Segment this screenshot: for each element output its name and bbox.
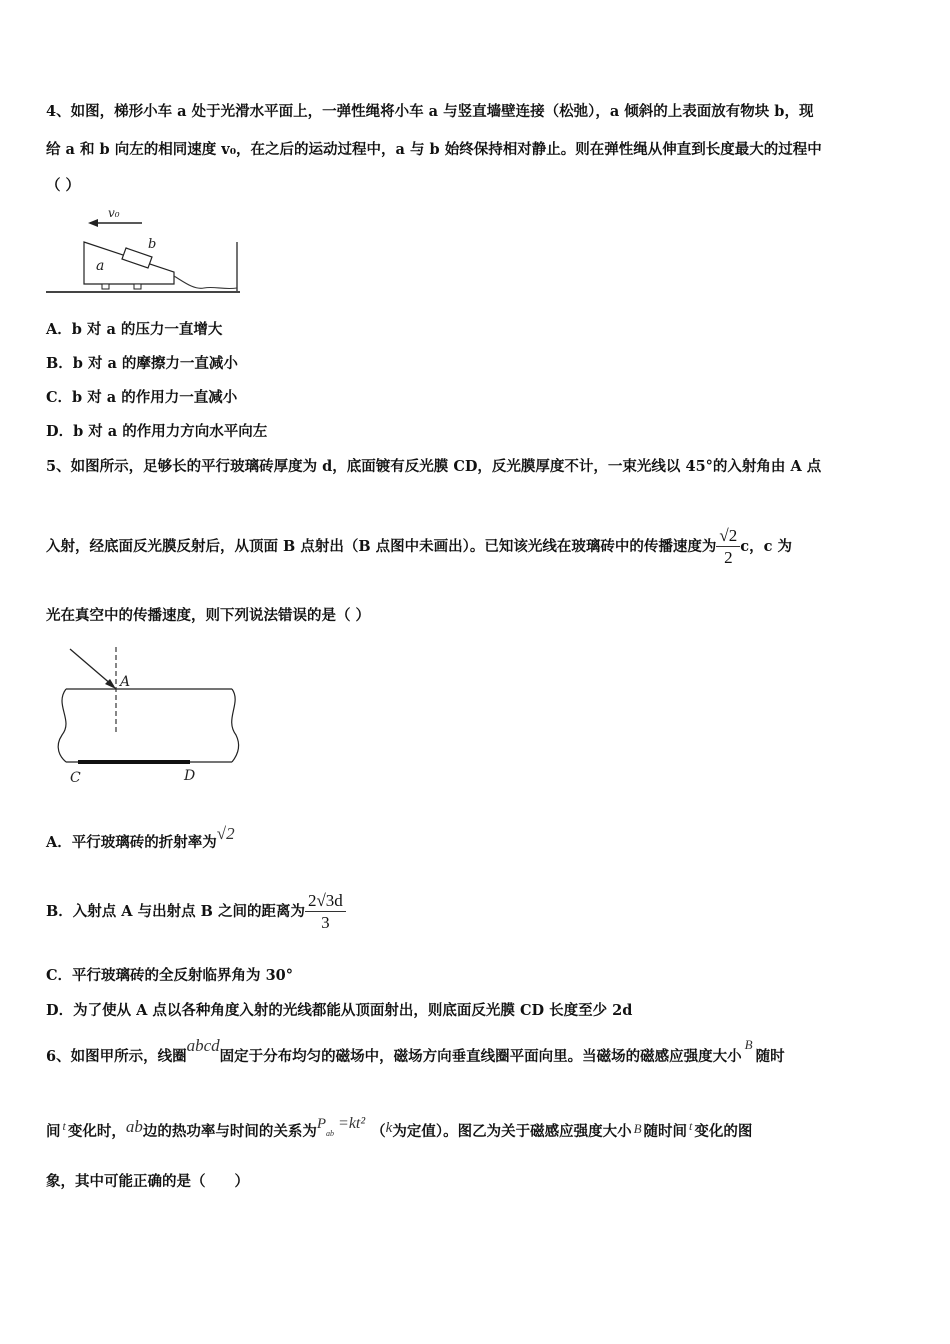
q6-line-2b: 变化时， <box>67 1123 126 1140</box>
q4-line-3: （ ） <box>46 177 81 194</box>
q5-speed-fraction <box>716 526 740 569</box>
q4-figure-b-label: b <box>148 237 157 252</box>
q6-line-1b: 固定于分布均匀的磁场中，磁场方向垂直线圈平面向里。当磁场的磁感应强度大小 <box>219 1048 742 1065</box>
q6-b-symbol-1: B <box>744 1037 753 1052</box>
q5-option-a <box>46 824 235 853</box>
q5-option-d: D．为了使从 A 点以各种角度入射的光线都能从顶面射出，则底面反光膜 CD 长度至少 2d <box>46 1002 633 1019</box>
q4-line-1: 4、如图，梯形小车 a 处于光滑水平面上，一弹性绳将小车 a 与竖直墙壁连接（松弛），a 倾斜的上表面放有物块 b，现 <box>46 103 814 120</box>
q5-line-2a: 入射，经底面反光膜反射后，从顶面 B 点射出（B 点图中未画出）。已知该光线在玻璃砖中的传播速度为 <box>46 538 717 555</box>
q6-line-2 <box>46 1115 753 1148</box>
q4-figure-a-label: a <box>96 258 105 274</box>
q4-option-d: D．b 对 a 的作用力方向水平向左 <box>46 423 268 440</box>
q6-line-1c: 随时 <box>755 1048 785 1065</box>
q6-k-symbol: k <box>385 1120 393 1136</box>
q6-line-2g: 变化的图 <box>694 1123 753 1140</box>
q6-line-2d: （ <box>371 1123 386 1140</box>
q5-figure <box>52 645 242 790</box>
q6-line-2c: 边的热功率与时间的关系为 <box>142 1123 317 1140</box>
q6-t-symbol-1: t <box>62 1119 66 1133</box>
q6-line-2f: 随时间 <box>643 1123 688 1140</box>
q6-t-symbol-2: t <box>689 1119 693 1133</box>
q6-ab-symbol: ab <box>125 1117 143 1136</box>
q5-speed-numerator: √2 <box>716 526 740 547</box>
q6-coil-label: abcd <box>186 1036 220 1055</box>
q4-option-c: C．b 对 a 的作用力一直减小 <box>46 389 238 406</box>
q5-option-a-text: A．平行玻璃砖的折射率为 <box>46 834 217 851</box>
q5-option-c: C．平行玻璃砖的全反射临界角为 30° <box>46 967 294 984</box>
q5-figure-c-label: C <box>70 770 81 786</box>
q6-line-3: 象，其中可能正确的是（ ） <box>46 1173 249 1190</box>
q6-power-symbol: P <box>316 1116 327 1132</box>
q5-option-b-fraction <box>305 891 346 934</box>
q4-figure-v-label: v₀ <box>108 206 120 220</box>
q4-figure <box>44 200 244 296</box>
q5-speed-denominator: 2 <box>724 547 733 567</box>
q5-line-2b: c，c 为 <box>740 538 792 555</box>
q5-line-2 <box>46 518 792 576</box>
q5-option-b-denominator: 3 <box>321 912 330 932</box>
q6-b-symbol-2: B <box>633 1121 642 1136</box>
q6-line-1 <box>46 1036 785 1067</box>
q4-line-2: 给 a 和 b 向左的相同速度 v₀，在之后的运动过程中，a 与 b 始终保持相对静止。则在弹性绳从伸直到长度最大的过程中 <box>46 141 822 158</box>
q5-figure-a-label: A <box>120 674 131 690</box>
q5-figure-d-label: D <box>184 768 196 784</box>
q5-line-3: 光在真空中的传播速度，则下列说法错误的是（ ） <box>46 607 371 624</box>
q5-line-1: 5、如图所示，足够长的平行玻璃砖厚度为 d，底面镀有反光膜 CD，反光膜厚度不计，一束光线以 45°的入射角由 A 点 <box>46 458 822 475</box>
q5-option-b <box>46 882 346 942</box>
q6-line-1a: 6、如图甲所示，线圈 <box>46 1048 187 1065</box>
q5-option-b-numerator: 2√3d <box>305 891 346 912</box>
q5-option-b-text: B．入射点 A 与出射点 B 之间的距离为 <box>46 903 305 920</box>
q5-option-a-math: √2 <box>216 824 235 843</box>
q6-line-2e: 为定值）。图乙为关于磁感应强度大小 <box>392 1123 632 1140</box>
q6-power-subscript: ab <box>326 1128 335 1138</box>
q6-power-equation: =kt² <box>338 1115 366 1132</box>
q6-line-2a: 间 <box>46 1123 61 1140</box>
q4-option-a: A．b 对 a 的压力一直增大 <box>46 321 223 338</box>
q4-option-b: B．b 对 a 的摩擦力一直减小 <box>46 355 238 372</box>
